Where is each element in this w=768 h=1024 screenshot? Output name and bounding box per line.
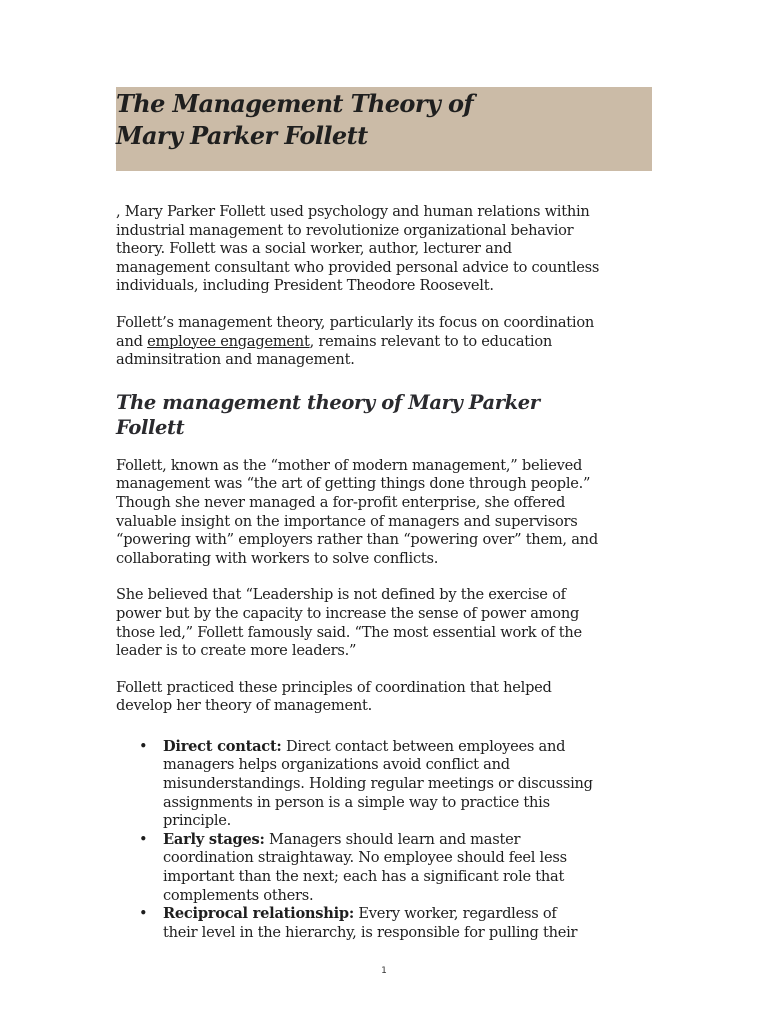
text-line: management consultant who provided personal advice to countless	[116, 258, 600, 276]
text-line: collaborating with workers to solve conflicts.	[116, 549, 439, 567]
text-line: “powering with” employers rather than “powering over” them, and	[116, 531, 598, 549]
text-line: individuals, including President Theodore Roosevelt.	[116, 277, 494, 295]
text-line: power but by the capacity to increase the sense of power among	[116, 604, 580, 622]
text-fragment: , remains relevant to to education	[309, 332, 553, 350]
list-item-term: Early stages:	[163, 830, 265, 848]
intro-paragraph	[116, 203, 652, 296]
text-line: Follett practiced these principles of coordination that helped	[116, 678, 552, 696]
text-line: those led,” Follett famously said. “The most essential work of the	[116, 623, 582, 641]
text-line: important than the next; each has a significant role that	[163, 868, 565, 886]
text-line: their level in the hierarchy, is responsible for pulling their	[163, 923, 578, 941]
text-line: Though she never managed a for-profit enterprise, she offered	[116, 493, 566, 511]
principles-list	[116, 738, 652, 943]
text-line: managers helps organizations avoid conflict and	[163, 756, 510, 774]
bullet-icon: •	[139, 905, 148, 923]
title-banner	[116, 87, 652, 171]
text-line: misunderstandings. Holding regular meetings or discussing	[163, 775, 593, 793]
title-line: The Management Theory of	[116, 89, 474, 118]
list-item-term: Direct contact:	[163, 737, 282, 755]
text-line: leader is to create more leaders.”	[116, 642, 357, 660]
text-line: assignments in person is a simple way to practice this	[163, 793, 550, 811]
text-line: valuable insight on the importance of managers and supervisors	[116, 512, 578, 530]
section-heading	[116, 390, 652, 440]
employee-engagement-link[interactable]: employee engagement	[147, 332, 310, 350]
principles-intro-paragraph	[116, 679, 652, 716]
list-item	[116, 831, 652, 905]
text-line: She believed that “Leadership is not defined by the exercise of	[116, 586, 566, 604]
text-line: management was “the art of getting things done through people.”	[116, 475, 591, 493]
leadership-quote-paragraph	[116, 586, 652, 660]
document-page	[116, 87, 652, 942]
text-line: , Mary Parker Follett used psychology and human relations within	[116, 203, 590, 220]
document-title	[116, 88, 652, 152]
text-line	[163, 905, 652, 924]
text-line: coordination straightaway. No employee should feel less	[163, 849, 567, 867]
list-item	[116, 738, 652, 831]
text-line	[116, 333, 652, 352]
text-fragment: and	[116, 332, 148, 350]
text-line: develop her theory of management.	[116, 697, 373, 715]
heading-line: The management theory of Mary Parker	[116, 390, 540, 414]
mother-of-management-paragraph	[116, 457, 652, 569]
bullet-icon: •	[139, 830, 148, 848]
title-line: Mary Parker Follett	[116, 121, 368, 150]
text-line: Follett, known as the “mother of modern management,” believed	[116, 456, 583, 474]
text-fragment: Managers should learn and master	[264, 830, 521, 848]
text-line: adminsitration and management.	[116, 351, 355, 369]
heading-line: Follett	[116, 415, 185, 439]
relevance-paragraph	[116, 314, 652, 370]
list-item	[116, 905, 652, 942]
text-fragment: Direct contact between employees and	[281, 737, 566, 755]
text-line	[163, 831, 652, 850]
list-item-term: Reciprocal relationship:	[163, 905, 355, 923]
text-line: complements others.	[163, 886, 314, 904]
text-line: theory. Follett was a social worker, author, lecturer and	[116, 240, 512, 258]
bullet-icon: •	[139, 737, 148, 755]
text-line: industrial management to revolutionize organizational behavior	[116, 221, 574, 239]
page-number: 1	[381, 966, 387, 976]
text-line	[163, 738, 652, 757]
text-fragment: Every worker, regardless of	[354, 905, 557, 923]
text-line: principle.	[163, 812, 232, 830]
text-line: Follett’s management theory, particularly its focus on coordination	[116, 313, 595, 331]
